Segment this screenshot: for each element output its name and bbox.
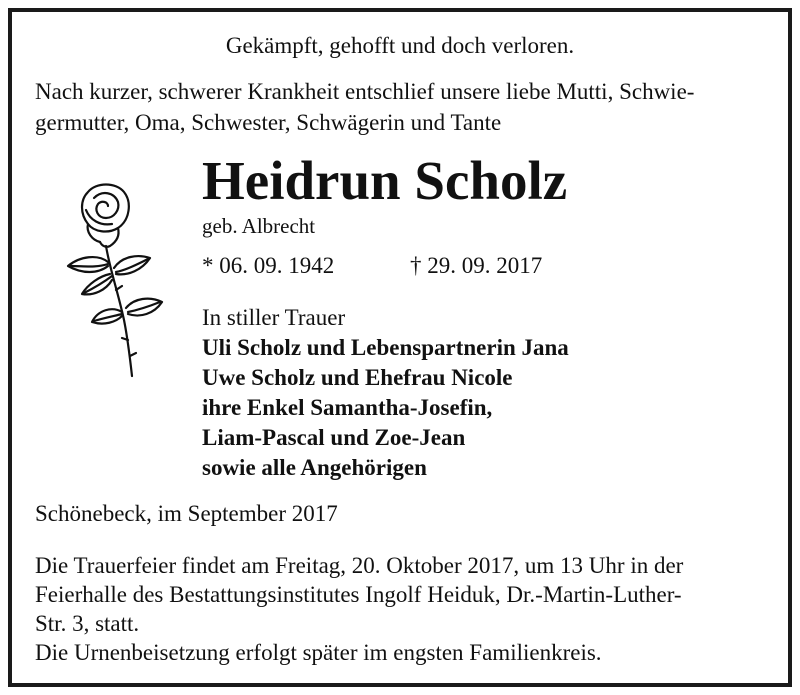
mourning-intro: In stiller Trauer xyxy=(202,305,346,330)
deceased-name: Heidrun Scholz xyxy=(202,150,568,211)
funeral-info-line: Feierhalle des Bestattungsinstitutes Ingolf Heiduk, Dr.-Martin-Luther- xyxy=(35,582,682,607)
mourner-line: Uli Scholz und Lebenspartnerin Jana xyxy=(202,335,569,360)
intro-line: Nach kurzer, schwerer Krankheit entschlief unsere liebe Mutti, Schwie- xyxy=(35,79,695,104)
mourner-line: Uwe Scholz und Ehefrau Nicole xyxy=(202,365,513,390)
mourner-line: ihre Enkel Samantha-Josefin, xyxy=(202,395,493,420)
motto: Gekämpft, gehofft und doch verloren. xyxy=(225,33,575,58)
death-date: † 29. 09. 2017 xyxy=(410,253,543,278)
mourner-line: Liam-Pascal und Zoe-Jean xyxy=(202,425,466,450)
place-date: Schönebeck, im September 2017 xyxy=(35,501,338,526)
mourner-line: sowie alle Angehörigen xyxy=(202,455,427,480)
rose-icon xyxy=(58,180,168,380)
birth-date: * 06. 09. 1942 xyxy=(202,253,335,278)
birth-name: geb. Albrecht xyxy=(202,214,316,238)
funeral-info-line: Die Urnenbeisetzung erfolgt später im engsten Familienkreis. xyxy=(35,640,602,665)
funeral-info-line: Str. 3, statt. xyxy=(35,611,140,636)
obituary-notice xyxy=(8,8,792,687)
funeral-info-line: Die Trauerfeier findet am Freitag, 20. Oktober 2017, um 13 Uhr in der xyxy=(35,553,684,578)
intro-line: germutter, Oma, Schwester, Schwägerin und Tante xyxy=(35,110,502,135)
